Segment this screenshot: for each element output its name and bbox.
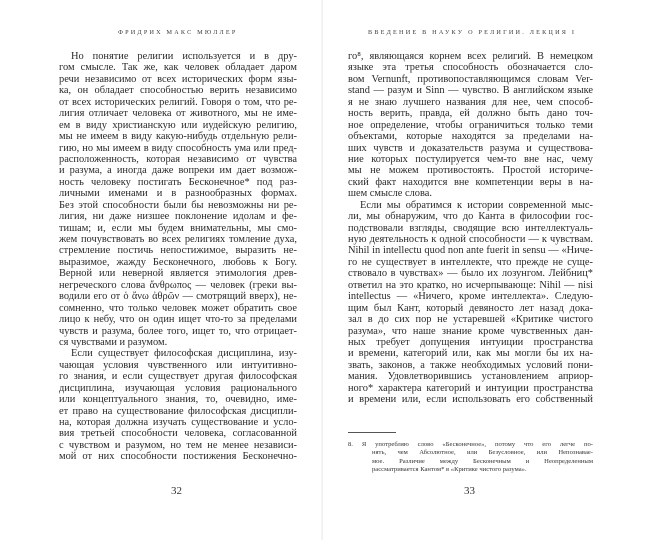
running-head-title: ВВЕДЕНИЕ В НАУКУ О РЕЛИГИИ. ЛЕКЦИЯ I bbox=[368, 29, 577, 36]
text-line: чающая условия чувственного или интуитивно- bbox=[59, 359, 297, 371]
text-line: ем в виду христианскую или иудейскую религию, bbox=[59, 119, 297, 131]
footnote-line: 8. Я употребляю слово «Бесконечное», потому что его легче по- bbox=[348, 441, 593, 448]
text-line: подствовали взгляды, сводящие всю интеллектуаль- bbox=[348, 222, 593, 234]
right-body-text bbox=[348, 51, 593, 406]
text-line: Если мы обратимся к истории современной мыс- bbox=[360, 199, 593, 211]
text-line: стремление постичь непостижимое, выразить не- bbox=[59, 245, 297, 257]
text-line: с чувством и разумом, но тем не менее независи- bbox=[59, 439, 297, 451]
text-line: Nihil in intellectu quod non ante fuerit in sensu — «Ниче- bbox=[348, 245, 593, 257]
left-page bbox=[0, 0, 323, 540]
footnote-number: 8. bbox=[348, 441, 353, 448]
text-line: сомненно, что только человек может обратить свое bbox=[59, 302, 297, 314]
text-line: intellectus — «Ничего, кроме интеллекта». Следую- bbox=[348, 291, 593, 303]
text-line: объектами, которые находятся за пределами на- bbox=[348, 131, 593, 143]
text-line: ших чувств и доказательств разума и существова- bbox=[348, 142, 593, 154]
text-line: лигия, ни даже низшее поклонение идолам и фе- bbox=[59, 211, 297, 223]
text-line: го⁸, являющаяся корнем всех религий. В немецком bbox=[348, 51, 593, 62]
text-line: лицо к небу, что он один ищет что-то за пределами bbox=[59, 314, 297, 326]
right-page bbox=[323, 0, 647, 540]
page-number: 32 bbox=[171, 485, 182, 497]
text-line: я не знаю лучшего названия для нее, чем способ- bbox=[348, 96, 593, 108]
text-line: ся чувствами и разумом. bbox=[59, 336, 168, 348]
text-line: ных требует допущения интуиции пространства bbox=[348, 336, 593, 348]
text-line: на, которая должна изучать существование и усло- bbox=[59, 417, 297, 428]
text-line: Верной или неверной является этимология древ- bbox=[59, 268, 297, 280]
text-line: мы не имеем в виду какую-нибудь отдельную рели- bbox=[59, 131, 297, 143]
text-line: ность человеку постигать Бесконечное* под раз- bbox=[59, 176, 297, 188]
text-line: ное определение, чтобы ограничиться только теми bbox=[348, 119, 593, 131]
text-line: вия третьей способности человека, согласованной bbox=[59, 428, 297, 440]
text-line: лигия отличает человека от животного, мы не име- bbox=[59, 108, 297, 120]
text-line: го знания, и если существует другая философская bbox=[59, 371, 297, 383]
text-line: го не существует в интеллекте, что прежде не суще- bbox=[348, 256, 593, 268]
footnote bbox=[348, 441, 593, 474]
text-line: и разума, а иногда даже вопреки им дает возмож- bbox=[59, 165, 297, 177]
text-line: тишам; и, если мы будем внимательны, мы смо- bbox=[59, 222, 297, 234]
text-line: гом смысле. Так же, как человек обладает даром bbox=[59, 62, 297, 74]
footnote-separator bbox=[348, 432, 396, 433]
text-line: ет право на существование философская дисципли- bbox=[59, 405, 297, 417]
text-line: мания. Удовлетворившись установлением априор- bbox=[348, 371, 593, 383]
footnote-line: нять, чем Абсолютное, или Безусловное, или Непознавае- bbox=[372, 449, 593, 457]
footnote-line: рассматривается Кантом* в «Критике чистого разума». bbox=[372, 465, 527, 473]
text-line: Без этой способности были бы невозможны ни ре- bbox=[59, 199, 297, 211]
text-line: чувств и разума, более того, ищет то, что отрицает- bbox=[59, 325, 297, 337]
text-line: ствовало в чувствах» — было их лозунгом. Лейбниц* bbox=[348, 268, 593, 280]
text-line: ответил на это кратко, но исчерпывающе: Nihil — nisi bbox=[348, 279, 593, 291]
text-line: stand — разум и Sinn — чувство. В английском языке bbox=[348, 85, 593, 97]
text-line: вом Vernunft, противопоставляющимся словам Ver- bbox=[348, 73, 593, 85]
text-line: ность верить, правда, ей должно быть дано точ- bbox=[348, 108, 593, 120]
footnote-line: мое. Различие между Бесконечным и Неопределенным bbox=[372, 457, 593, 465]
text-line: негреческого слова ἄνθρωπος — человек (греки вы- bbox=[59, 279, 297, 291]
text-line: дисциплина, изучающая условия рационального bbox=[59, 382, 297, 394]
text-line: жем почувствовать во всех религиях томление духа, bbox=[59, 234, 297, 245]
text-line: выразимое, жажду Бесконечного, любовь к Богу. bbox=[59, 256, 297, 268]
text-line: водили его от ὁ ἄνω ἀθρῶν — смотрящий вверх), не- bbox=[59, 291, 297, 303]
text-line: звать, законов, а также необходимых условий пони- bbox=[348, 359, 593, 371]
text-line: ли, мы обнаружим, что до Канта в философии гос- bbox=[348, 211, 593, 223]
text-line: зал в до сих пор не устаревшей «Критике чистого bbox=[348, 314, 593, 326]
text-line: речи независимо от всех исторических форм язы- bbox=[59, 73, 297, 85]
text-line: расположенность, которая независимо от чувства bbox=[59, 153, 297, 165]
text-line: языке эта третья способность обозначается сло- bbox=[348, 62, 593, 74]
text-line: мой от них способности постижения Бесконечно- bbox=[59, 451, 297, 463]
text-line: Но понятие религии используется и в дру- bbox=[71, 51, 297, 62]
text-line: ский факт находится вне компетенции веры в на- bbox=[348, 176, 593, 188]
text-line: и времени или, если использовать его собственный bbox=[348, 394, 593, 406]
text-line: мы не можем противостоять. Простой историче- bbox=[348, 165, 593, 177]
text-line: личными именами и в разнообразных формах. bbox=[59, 188, 297, 200]
text-line: Если существует философская дисциплина, изу- bbox=[71, 348, 297, 360]
text-line: или концептуального знания, то, очевидно, име- bbox=[59, 394, 297, 406]
text-line: ние которых постулируется чем-то вне нас, чему bbox=[348, 153, 593, 165]
text-line: ного* характера категорий и интуиции пространства bbox=[348, 382, 593, 394]
text-line: щим был Кант, который девяносто лет назад дока- bbox=[348, 302, 593, 314]
text-line: гию, но мы имеем в виду способность ума или пред- bbox=[59, 142, 297, 154]
text-line: ка, он обладает способностью верить независимо bbox=[59, 85, 297, 97]
running-head-author: ФРИДРИХ МАКС МЮЛЛЕР bbox=[118, 29, 238, 36]
left-body-text bbox=[59, 51, 297, 463]
text-line: и времени, категорий или, как мы могли бы их на- bbox=[348, 348, 593, 360]
page-number: 33 bbox=[464, 485, 475, 497]
text-line: ную деятельность к одной способности — к чувствам. bbox=[348, 234, 593, 245]
text-line: от всех исторических религий. Говоря о том, что ре- bbox=[59, 96, 297, 108]
text-line: разума», что наше знание кроме чувственных дан- bbox=[348, 325, 593, 337]
text-line: шем смысле слова. bbox=[348, 188, 432, 200]
